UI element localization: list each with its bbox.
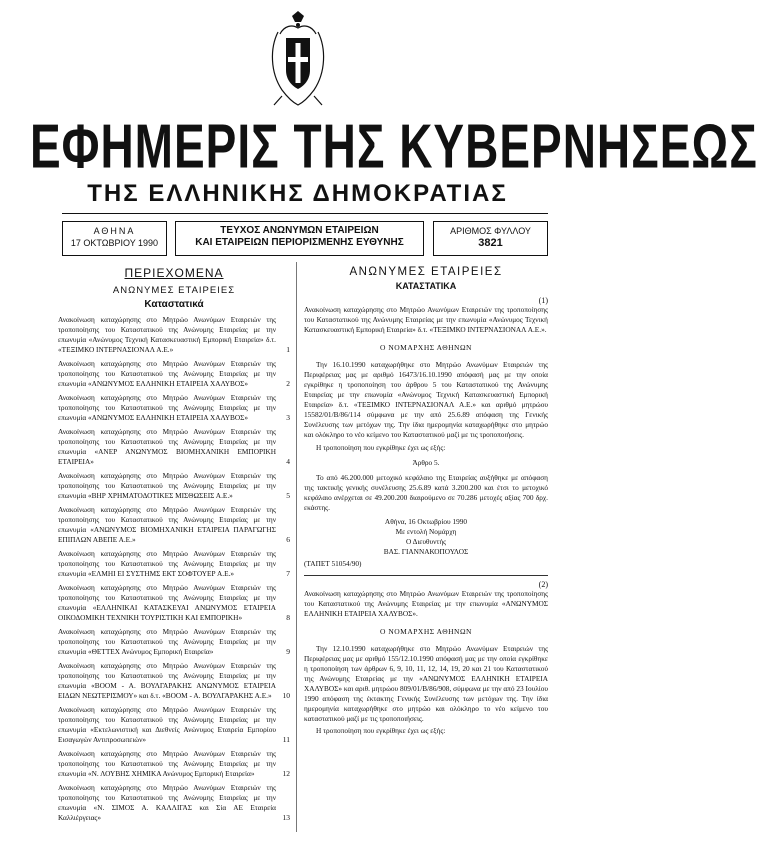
sheet-number-box — [433, 221, 548, 256]
contents-entry-page: 12 — [282, 769, 290, 778]
contents-entry-page: 3 — [286, 413, 290, 422]
reference-code: (ΤΑΠΕΤ 51054/90) — [304, 559, 362, 568]
main-column — [304, 266, 548, 736]
newspaper-subtitle: ΤΗΣ ΕΛΛΗΝΙΚΗΣ ΔΗΜΟΚΡΑΤΙΑΣ — [87, 180, 508, 207]
place-date: Αθήνα, 16 Οκτωβρίου 1990 — [384, 517, 468, 526]
contents-entry-page: 2 — [286, 379, 290, 388]
contents-entry — [58, 627, 290, 657]
contents-entry-page: 1 — [286, 345, 290, 354]
contents-entry-text: Ανακοίνωση καταχώρησης στο Μητρώο Ανωνύμων Εταιρειών της τροποποίησης του Καταστατικού της Ανώνυμης Εταιρείας με την επωνυμία «ΑΝΩΝΥΜΟΣ ΕΛΛΗΝΙΚΗ ΕΤΑΙΡΕΙΑ ΧΑΛΥΒΟΣ» — [58, 393, 276, 422]
contents-entry-page: 8 — [286, 613, 290, 622]
contents-entry-text: Ανακοίνωση καταχώρησης στο Μητρώο Ανωνύμων Εταιρειών της τροποποίησης του Καταστατικού της Ανώνυμης Εταιρείας με την επωνυμία «ΕΛΛΗΝΙΚΑΙ ΚΑΤΑΣΚΕΥΑΙ ΑΝΩΝΥΜΟΣ ΕΤΑΙΡΕΙΑ ΟΙΚΟΔΟΜΙΚΗ ΤΕΧΝΙΚΗ ΤΟΥΡΙΣΤΙΚΗ ΚΑΙ ΕΜΠΟΡΙΚΗ» — [58, 583, 276, 622]
contents-list — [58, 315, 290, 823]
contents-entry — [58, 583, 290, 623]
contents-entry — [58, 315, 290, 355]
contents-entry-text: Ανακοίνωση καταχώρησης στο Μητρώο Ανωνύμων Εταιρειών της τροποποίησης του Καταστατικού της Ανώνυμης Εταιρείας με την επωνυμία «Ν. ΣΙΜΟΣ Α. ΚΑΛΛΙΓΑΣ και Σία ΑΕ Εταιρεία Καλλιέργειας» — [58, 783, 276, 822]
contents-entry-page: 13 — [282, 813, 290, 822]
item-paragraph: Το από 46.200.000 μετοχικό κεφάλαιο της Εταιρείας αυξήθηκε με απόφαση της τακτικής γενικής συνέλευσης 25.6.89 κατά 3.200.200 και έτσι το μετοχικό κεφάλαιο ανέρχεται σε 49.200.200 διαιρούμενο σε 70.286 μετοχές αξίας 700 δρχ. εκάστης. — [304, 473, 548, 512]
contents-entry-text: Ανακοίνωση καταχώρησης στο Μητρώο Ανωνύμων Εταιρειών της τροποποίησης του Καταστατικού της Ανώνυμης Εταιρείας με την επωνυμία «Εκτελωνιστική και Διεθνείς Ανώνυμος Εταιρεία Εμπορίου Εισαγωγών Αντιπροσωπειών» — [58, 705, 276, 744]
coat-of-arms-icon — [268, 10, 328, 110]
item-separator — [304, 575, 548, 576]
signature-line: Με εντολή Νομάρχη — [395, 527, 457, 536]
contents-column — [58, 266, 290, 827]
section-heading: ΑΝΩΝΥΜΕΣ ΕΤΑΙΡΕΙΕΣ — [349, 266, 503, 278]
contents-entry-page: 9 — [286, 647, 290, 656]
authority-heading: Ο ΝΟΜΑΡΧΗΣ ΑΘΗΝΩΝ — [380, 343, 472, 352]
contents-entry-page: 11 — [282, 735, 290, 744]
contents-entry — [58, 783, 290, 823]
contents-entry-text: Ανακοίνωση καταχώρησης στο Μητρώο Ανωνύμων Εταιρειών της τροποποίησης του Καταστατικού της Ανώνυμης Εταιρείας με την επωνυμία «ΕΛΜΗΙ ΕΙ ΣΥΣΤΗΜΣ ΕΚΤ ΣΟΦΤΟΥΕΡ Α.Ε.» — [58, 549, 276, 578]
contents-entry-page: 7 — [286, 569, 290, 578]
contents-entry-text: Ανακοίνωση καταχώρησης στο Μητρώο Ανωνύμων Εταιρειών της τροποποίησης του Καταστατικού της Ανώνυμης Εταιρείας με την επωνυμία «ΑΝΩΝΥΜΟΣ ΒΙΟΜΗΧΑΝΙΚΗ ΕΤΑΙΡΕΙΑ ΠΑΡΑΓΩΓΗΣ ΕΠΙΠΛΩΝ ΑΒΕΠΕ Α.Ε.» — [58, 505, 276, 544]
header-rule — [62, 213, 548, 214]
item-paragraph: Την 12.10.1990 καταχωρήθηκε στο Μητρώο Ανωνύμων Εταιρειών της Περιφέρειας μας με αριθμό 155/12.10.1990 απόφασή μας με την οποία εγκρίθηκε η τροποποίηση των άρθρων 6, 9, 10, 11, 12, 14, 19, 20 και 21 του Καταστατικού της Ανώνυμης Εταιρείας με την «ΑΝΩΝΥΜΟΣ ΕΛΛΗΝΙΚΗ ΕΤΑΙΡΕΙΑ ΧΑΛΥΒΟΣ» και αριθ. μητρώου 809/01/Β/86/908, σύμφωνα με την από 23 Ιουλίου 1990 απόφαση της έκτακτης Γενικής Συνέλευσης των μετόχων της. Την ίδια ημερομηνία καταχωρήθηκε στο μητρώο και ολόκληρο το νέο κείμενο του καταστατικού μαζί με τις τροποποιήσεις. — [304, 644, 548, 723]
item-paragraph: Η τροποποίηση που εγκρίθηκε έχει ως εξής: — [316, 443, 446, 452]
contents-entry-page: 5 — [286, 491, 290, 500]
contents-section: ΑΝΩΝΥΜΕΣ ΕΤΑΙΡΕΙΕΣ — [112, 285, 236, 296]
issue-line-2: ΚΑΙ ΕΤΑΙΡΕΙΩΝ ΠΕΡΙΟΡΙΣΜΕΝΗΣ ΕΥΘΥΝΗΣ — [195, 237, 404, 248]
contents-entry-text: Ανακοίνωση καταχώρησης στο Μητρώο Ανωνύμων Εταιρειών της τροποποίησης του Καταστατικού της Ανώνυμης Εταιρείας με την επωνυμία «ΑΝΩΝΥΜΟΣ ΕΛΛΗΝΙΚΗ ΕΤΑΙΡΕΙΑ ΧΑΛΥΒΟΣ» — [58, 359, 276, 388]
contents-entry-page: 6 — [286, 535, 290, 544]
item-number: (2) — [538, 580, 548, 589]
contents-entry-page: 4 — [286, 457, 290, 466]
article-heading: Άρθρο 5. — [412, 458, 440, 467]
date-text: 17 ΟΚΤΩΒΡΙΟΥ 1990 — [70, 238, 159, 248]
place-text: ΑΘΗΝΑ — [93, 226, 136, 236]
contents-entry — [58, 749, 290, 779]
column-divider — [296, 262, 297, 832]
item-paragraph: Η τροποποίηση που εγκρίθηκε έχει ως εξής: — [316, 726, 446, 735]
contents-entry — [58, 505, 290, 545]
issue-line-1: ΤΕΥΧΟΣ ΑΝΩΝΥΜΩΝ ΕΤΑΙΡΕΙΩΝ — [220, 225, 379, 236]
contents-entry — [58, 393, 290, 423]
sheet-label: ΑΡΙΘΜΟΣ ΦΥΛΛΟΥ — [450, 226, 531, 236]
contents-entry-text: Ανακοίνωση καταχώρησης στο Μητρώο Ανωνύμων Εταιρειών της τροποποίησης του Καταστατικού της Ανώνυμης Εταιρείας με την επωνυμία «Ν. ΛΟΥΒΗΣ ΧΗΜΙΚΑ Ανώνυμος Εμπορική Εταιρεία» — [58, 749, 276, 778]
item-paragraph: Την 16.10.1990 καταχωρήθηκε στο Μητρώο Ανωνύμων Εταιρειών της Περιφέρειας μας με αριθμό 16473/16.10.1990 απόφασή μας με την οποία εγκρίθηκε η τροποποίηση του άρθρου 5 του Καταστατικού της Ανώνυμης Εταιρείας με την επωνυμία «Ανώνυμος Τεχνική Κατασκευαστική Εμπορική Εταιρεία» δ.τ. «ΤΕΞΙΜΚΟ ΙΝΤΕΡΝΑΣΙΟΝΑΛ Α.Ε.» και αριθμό μητρώου 15582/01/Β/86/114 σύμφωνα με την από 25.6.89 απόφαση της Γενικής Συνέλευσης των μετόχων της. Την ίδια ημερομηνία καταχωρήθηκε στο μητρώο και ολόκληρο το νέο κείμενο του Καταστατικού μαζί με τις τροποποιήσεις. — [304, 360, 548, 439]
date-box — [62, 221, 167, 256]
contents-entry — [58, 549, 290, 579]
contents-entry — [58, 661, 290, 701]
item-intro: Ανακοίνωση καταχώρησης στο Μητρώο Ανωνύμων Εταιρειών της τροποποίησης του Καταστατικού της Ανώνυμης Εταιρείας με την επωνυμία «Ανώνυμος Τεχνική Κατασκευαστική Εμπορική Εταιρεία» δ.τ. «ΤΕΞΙΜΚΟ ΙΝΤΕΡΝΑΣΙΟΝΑΛ Α.Ε.». — [304, 305, 548, 334]
signature-line: Ο Διευθυντής — [405, 537, 447, 546]
contents-entry — [58, 705, 290, 745]
contents-entry — [58, 427, 290, 467]
contents-entry-text: Ανακοίνωση καταχώρησης στο Μητρώο Ανωνύμων Εταιρειών της τροποποίησης του Καταστατικού της Ανώνυμης Εταιρείας με την επωνυμία «ΑΝΕΡ ΑΝΩΝΥΜΟΣ ΒΙΟΜΗΧΑΝΙΚΗ ΕΜΠΟΡΙΚΗ ΕΤΑΙΡΕΙΑ» — [58, 427, 276, 466]
signature-name: ΒΑΣ. ΓΙΑΝΝΑΚΟΠΟΥΛΟΣ — [383, 547, 469, 556]
section-subheading: ΚΑΤΑΣΤΑΤΙΚΑ — [395, 281, 457, 291]
newspaper-title: ΕΦΗΜΕΡΙΣ ΤΗΣ ΚΥΒΕΡΝΗΣΕΩΣ — [30, 110, 758, 182]
contents-entry-text: Ανακοίνωση καταχώρησης στο Μητρώο Ανωνύμων Εταιρειών της τροποποίησης του Καταστατικού της Ανώνυμης Εταιρείας με την επωνυμία «ΒΗΡ ΧΡΗΜΑΤΟΔΟΤΙΚΕΣ ΜΙΣΘΩΣΕΙΣ Α.Ε.» — [58, 471, 276, 500]
contents-entry-text: Ανακοίνωση καταχώρησης στο Μητρώο Ανωνύμων Εταιρειών της τροποποίησης του Καταστατικού της Ανώνυμης Εταιρείας με την επωνυμία «ΒΟΟΜ - Α. ΒΟΥΛΓΑΡΑΚΗΣ ΑΝΩΝΥΜΟΣ ΕΤΑΙΡΕΙΑ ΕΙΔΩΝ ΝΕΩΤΕΡΙΣΜΟΥ» και δ.τ. «ΒΟΟΜ - Α. ΒΟΥΛΓΑΡΑΚΗΣ Α.Ε.» — [58, 661, 276, 700]
item-intro: Ανακοίνωση καταχώρησης στο Μητρώο Ανωνύμων Εταιρειών της τροποποίησης του Καταστατικού της Ανώνυμης Εταιρείας με την επωνυμία «ΑΝΩΝΥΜΟΣ ΕΛΛΗΝΙΚΗ ΕΤΑΙΡΕΙΑ ΧΑΛΥΒΟΣ». — [304, 589, 548, 618]
contents-entry-text: Ανακοίνωση καταχώρησης στο Μητρώο Ανωνύμων Εταιρειών της τροποποίησης του Καταστατικού της Ανώνυμης Εταιρείας με την επωνυμία «ΘΕΤΤΕΧ Ανώνυμος Εμπορική Εταιρεία» — [58, 627, 276, 656]
contents-entry-text: Ανακοίνωση καταχώρησης στο Μητρώο Ανωνύμων Εταιρειών της τροποποίησης του Καταστατικού της Ανώνυμης Εταιρείας με την επωνυμία «Ανώνυμος Τεχνική Κατασκευαστική Εμπορική Εταιρεία» δ.τ. «ΤΕΞΙΜΚΟ ΙΝΤΕΡΝΑΣΙΟΝΑΛ Α.Ε.» — [58, 315, 276, 354]
contents-subsection: Καταστατικά — [144, 299, 204, 310]
contents-entry — [58, 471, 290, 501]
sheet-number: 3821 — [478, 237, 503, 249]
authority-heading: Ο ΝΟΜΑΡΧΗΣ ΑΘΗΝΩΝ — [380, 627, 472, 636]
contents-heading: ΠΕΡΙΕΧΟΜΕΝΑ — [124, 266, 224, 280]
item-number: (1) — [538, 296, 548, 305]
contents-entry — [58, 359, 290, 389]
contents-entry-page: 10 — [282, 691, 290, 700]
issue-box — [175, 221, 424, 256]
